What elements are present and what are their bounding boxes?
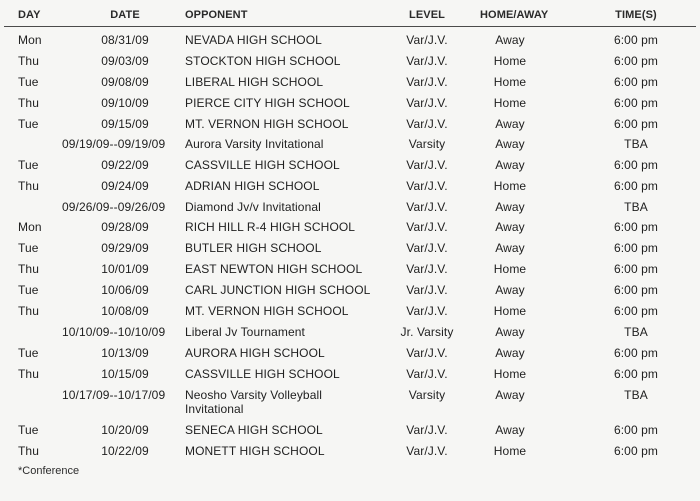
row-time: 6:00 pm <box>613 304 659 318</box>
row-time: 6:00 pm <box>613 33 659 47</box>
row-opponent: CASSVILLE HIGH SCHOOL <box>185 158 340 172</box>
row-home-away: Away <box>495 388 525 402</box>
row-level: Var/J.V. <box>406 117 448 131</box>
row-day: Thu <box>18 54 39 68</box>
row-date: 09/19/09--09/19/09 <box>62 137 166 151</box>
row-time: 6:00 pm <box>613 220 659 234</box>
row-time: 6:00 pm <box>613 346 659 360</box>
row-home-away: Home <box>493 179 527 193</box>
row-home-away: Home <box>493 54 527 68</box>
row-date: 10/08/09 <box>101 304 149 318</box>
row-level: Var/J.V. <box>406 179 448 193</box>
row-time: 6:00 pm <box>613 117 659 131</box>
row-day: Tue <box>18 117 39 131</box>
row-date: 10/10/09--10/10/09 <box>62 325 166 339</box>
row-opponent: MONETT HIGH SCHOOL <box>185 444 325 458</box>
row-level: Var/J.V. <box>406 241 448 255</box>
row-home-away: Away <box>495 346 525 360</box>
row-level: Var/J.V. <box>406 220 448 234</box>
row-date: 10/22/09 <box>101 444 149 458</box>
row-level: Var/J.V. <box>406 96 448 110</box>
row-date: 10/01/09 <box>101 262 149 276</box>
row-time: 6:00 pm <box>613 179 659 193</box>
row-opponent: MT. VERNON HIGH SCHOOL <box>185 304 349 318</box>
row-home-away: Home <box>493 367 527 381</box>
row-home-away: Home <box>493 75 527 89</box>
row-level: Var/J.V. <box>406 200 448 214</box>
row-time: 6:00 pm <box>613 444 659 458</box>
row-day: Tue <box>18 283 39 297</box>
row-day: Tue <box>18 75 39 89</box>
row-day: Tue <box>18 423 39 437</box>
row-opponent: CASSVILLE HIGH SCHOOL <box>185 367 340 381</box>
row-date: 10/13/09 <box>101 346 149 360</box>
row-time: 6:00 pm <box>613 75 659 89</box>
row-level: Varsity <box>408 388 446 402</box>
row-date: 09/28/09 <box>101 220 149 234</box>
row-date: 10/15/09 <box>101 367 149 381</box>
row-date: 09/26/09--09/26/09 <box>62 200 166 214</box>
row-day: Thu <box>18 367 39 381</box>
row-home-away: Away <box>495 137 525 151</box>
row-opponent: MT. VERNON HIGH SCHOOL <box>185 117 349 131</box>
row-date: 09/22/09 <box>101 158 149 172</box>
row-time: 6:00 pm <box>613 262 659 276</box>
row-opponent: Diamond Jv/v Invitational <box>185 200 321 214</box>
header-home-away: HOME/AWAY <box>480 9 549 21</box>
row-date: 10/17/09--10/17/09 <box>62 388 166 402</box>
row-level: Varsity <box>408 137 446 151</box>
row-time: 6:00 pm <box>613 241 659 255</box>
row-date: 09/15/09 <box>101 117 149 131</box>
row-day: Thu <box>18 96 39 110</box>
row-day: Thu <box>18 444 39 458</box>
row-level: Var/J.V. <box>406 75 448 89</box>
header-day: DAY <box>18 9 41 21</box>
row-opponent: NEVADA HIGH SCHOOL <box>185 33 322 47</box>
row-level: Var/J.V. <box>406 444 448 458</box>
row-opponent: ADRIAN HIGH SCHOOL <box>185 179 320 193</box>
row-date: 09/29/09 <box>101 241 149 255</box>
row-home-away: Away <box>495 325 525 339</box>
conference-footnote: *Conference <box>18 465 80 477</box>
row-opponent: BUTLER HIGH SCHOOL <box>185 241 322 255</box>
row-opponent: CARL JUNCTION HIGH SCHOOL <box>185 283 371 297</box>
header-opponent: OPPONENT <box>185 9 248 21</box>
row-opponent: Neosho Varsity Volleyball Invitational <box>185 388 323 416</box>
row-home-away: Away <box>495 158 525 172</box>
row-level: Var/J.V. <box>406 346 448 360</box>
row-time: TBA <box>624 325 648 339</box>
row-level: Var/J.V. <box>406 54 448 68</box>
row-time: 6:00 pm <box>613 423 659 437</box>
row-opponent: PIERCE CITY HIGH SCHOOL <box>185 96 350 110</box>
row-home-away: Away <box>495 220 525 234</box>
row-date: 09/08/09 <box>101 75 149 89</box>
row-home-away: Home <box>493 444 527 458</box>
row-home-away: Home <box>493 262 527 276</box>
row-day: Mon <box>18 220 42 234</box>
row-level: Var/J.V. <box>406 283 448 297</box>
header-date: DATE <box>110 9 140 21</box>
row-level: Var/J.V. <box>406 33 448 47</box>
row-opponent: LIBERAL HIGH SCHOOL <box>185 75 324 89</box>
row-level: Var/J.V. <box>406 367 448 381</box>
row-date: 10/20/09 <box>101 423 149 437</box>
row-home-away: Home <box>493 96 527 110</box>
row-day: Thu <box>18 304 39 318</box>
row-day: Tue <box>18 241 39 255</box>
header-divider <box>4 26 696 27</box>
row-time: TBA <box>624 388 648 402</box>
row-time: 6:00 pm <box>613 367 659 381</box>
row-home-away: Away <box>495 33 525 47</box>
row-opponent: Aurora Varsity Invitational <box>185 137 324 151</box>
row-date: 08/31/09 <box>101 33 149 47</box>
row-day: Tue <box>18 158 39 172</box>
row-opponent: SENECA HIGH SCHOOL <box>185 423 323 437</box>
row-opponent: Liberal Jv Tournament <box>185 325 305 339</box>
row-level: Var/J.V. <box>406 423 448 437</box>
row-day: Thu <box>18 179 39 193</box>
header-level: LEVEL <box>409 9 445 21</box>
row-day: Thu <box>18 262 39 276</box>
row-time: TBA <box>624 137 648 151</box>
row-opponent: EAST NEWTON HIGH SCHOOL <box>185 262 363 276</box>
header-time: TIME(S) <box>615 9 657 21</box>
row-date: 10/06/09 <box>101 283 149 297</box>
row-home-away: Away <box>495 117 525 131</box>
row-time: 6:00 pm <box>613 96 659 110</box>
row-level: Var/J.V. <box>406 158 448 172</box>
row-home-away: Home <box>493 304 527 318</box>
row-home-away: Away <box>495 423 525 437</box>
row-date: 09/24/09 <box>101 179 149 193</box>
row-day: Tue <box>18 346 39 360</box>
row-day: Mon <box>18 33 42 47</box>
row-date: 09/03/09 <box>101 54 149 68</box>
row-time: 6:00 pm <box>613 158 659 172</box>
row-opponent: AURORA HIGH SCHOOL <box>185 346 325 360</box>
row-level: Var/J.V. <box>406 262 448 276</box>
row-home-away: Away <box>495 283 525 297</box>
row-time: 6:00 pm <box>613 283 659 297</box>
row-level: Var/J.V. <box>406 304 448 318</box>
row-time: TBA <box>624 200 648 214</box>
row-home-away: Away <box>495 241 525 255</box>
row-level: Jr. Varsity <box>400 325 454 339</box>
row-time: 6:00 pm <box>613 54 659 68</box>
row-opponent: RICH HILL R-4 HIGH SCHOOL <box>185 220 356 234</box>
row-home-away: Away <box>495 200 525 214</box>
row-date: 09/10/09 <box>101 96 149 110</box>
row-opponent: STOCKTON HIGH SCHOOL <box>185 54 341 68</box>
